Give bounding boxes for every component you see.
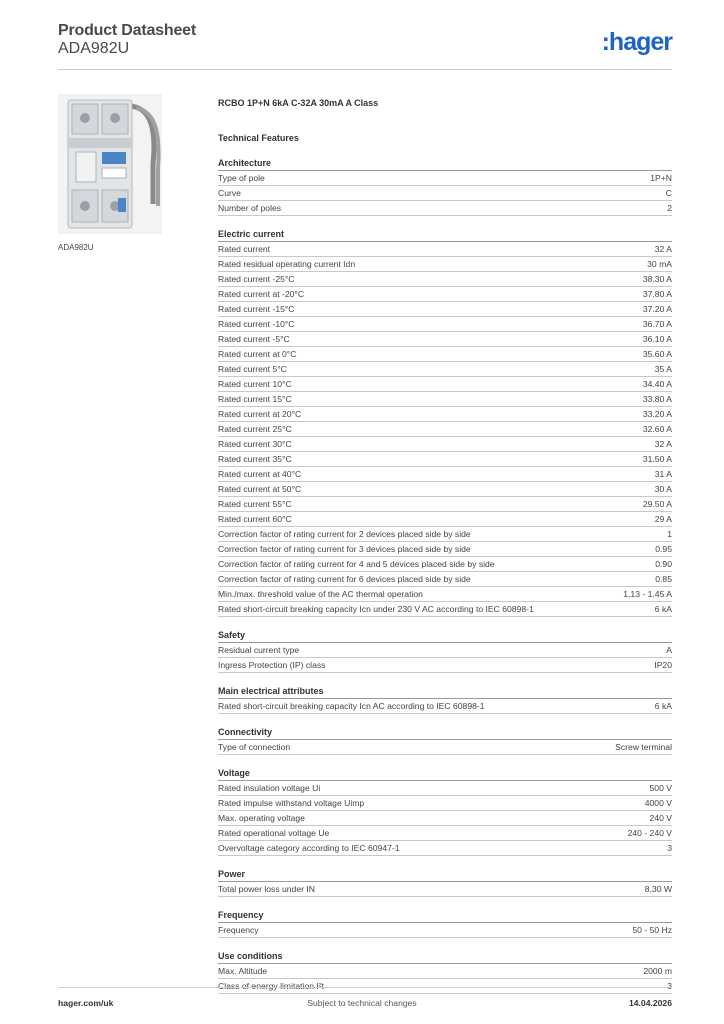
spec-row xyxy=(218,781,672,796)
spec-label: Rated current -15°C xyxy=(218,304,295,314)
section-title: Voltage xyxy=(218,766,672,781)
image-caption: ADA982U xyxy=(58,243,94,252)
spec-label: Rated current at 40°C xyxy=(218,469,302,479)
spec-label: Rated current xyxy=(218,244,271,254)
spec-label: Rated current 55°C xyxy=(218,499,292,509)
section-title: Use conditions xyxy=(218,949,672,964)
spec-label: Rated short-circuit breaking capacity Icn AC according to IEC 60898-1 xyxy=(218,701,485,711)
spec-row xyxy=(218,699,672,714)
technical-features-heading: Technical Features xyxy=(218,133,299,143)
spec-row xyxy=(218,347,672,362)
spec-value: 2 xyxy=(667,203,672,213)
spec-row xyxy=(218,882,672,897)
spec-value: 29 A xyxy=(654,514,672,524)
spec-row xyxy=(218,257,672,272)
spec-value: 33.80 A xyxy=(642,394,672,404)
product-image xyxy=(58,94,162,234)
hager-logo: :hager xyxy=(601,28,672,56)
spec-label: Rated current -5°C xyxy=(218,334,290,344)
spec-value: Screw terminal xyxy=(615,742,672,752)
spec-label: Correction factor of rating current for 4 and 5 devices placed side by side xyxy=(218,559,495,569)
spec-label: Correction factor of rating current for 6 devices placed side by side xyxy=(218,574,471,584)
section-title: Main electrical attributes xyxy=(218,684,672,699)
spec-label: Rated current 10°C xyxy=(218,379,292,389)
footer-date: 14.04.2026 xyxy=(628,998,672,1008)
spec-value: 8.30 W xyxy=(644,884,672,894)
spec-value: 0.90 xyxy=(655,559,672,569)
spec-value: 37.20 A xyxy=(642,304,672,314)
product-code: ADA982U xyxy=(58,40,130,57)
spec-value: 32 A xyxy=(654,244,672,254)
spec-value: 6 kA xyxy=(654,701,672,711)
spec-row xyxy=(218,482,672,497)
spec-label: Curve xyxy=(218,188,241,198)
spec-label: Max. operating voltage xyxy=(218,813,305,823)
spec-value: 30 mA xyxy=(647,259,672,269)
spec-value: 35 A xyxy=(654,364,672,374)
spec-content xyxy=(218,96,672,994)
spec-section xyxy=(218,725,672,755)
spec-row xyxy=(218,572,672,587)
spec-value: 31 A xyxy=(654,469,672,479)
spec-value: 38.30 A xyxy=(642,274,672,284)
footer-website: hager.com/uk xyxy=(58,998,114,1008)
spec-label: Rated current 35°C xyxy=(218,454,292,464)
spec-value: 1.13 - 1.45 A xyxy=(623,589,672,599)
spec-label: Correction factor of rating current for 3 devices placed side by side xyxy=(218,544,471,554)
spec-row xyxy=(218,658,672,673)
spec-label: Rated current 5°C xyxy=(218,364,287,374)
spec-value: 31.50 A xyxy=(642,454,672,464)
spec-label: Type of pole xyxy=(218,173,265,183)
spec-row xyxy=(218,557,672,572)
spec-label: Type of connection xyxy=(218,742,291,752)
spec-row xyxy=(218,497,672,512)
spec-value: 0.95 xyxy=(655,544,672,554)
spec-value: 240 - 240 V xyxy=(627,828,672,838)
spec-row xyxy=(218,242,672,257)
spec-row xyxy=(218,826,672,841)
header-divider xyxy=(58,69,672,70)
spec-row xyxy=(218,467,672,482)
spec-value: IP20 xyxy=(654,660,672,670)
section-title: Connectivity xyxy=(218,725,672,740)
spec-row xyxy=(218,332,672,347)
spec-row xyxy=(218,377,672,392)
spec-value: A xyxy=(666,645,672,655)
spec-row xyxy=(218,437,672,452)
footer-divider xyxy=(58,987,672,988)
spec-row xyxy=(218,740,672,755)
spec-label: Rated current 15°C xyxy=(218,394,292,404)
spec-row xyxy=(218,527,672,542)
spec-label: Rated current 60°C xyxy=(218,514,292,524)
rcbo-device-illustration xyxy=(58,94,162,234)
spec-value: 33.20 A xyxy=(642,409,672,419)
spec-section xyxy=(218,684,672,714)
spec-row xyxy=(218,392,672,407)
spec-sections xyxy=(218,156,672,994)
spec-value: 32.60 A xyxy=(642,424,672,434)
product-title: RCBO 1P+N 6kA C-32A 30mA A Class xyxy=(218,98,379,108)
spec-row xyxy=(218,302,672,317)
spec-value: 36.10 A xyxy=(642,334,672,344)
footer-note: Subject to technical changes xyxy=(307,998,417,1008)
spec-label: Residual current type xyxy=(218,645,300,655)
spec-row xyxy=(218,186,672,201)
spec-row xyxy=(218,587,672,602)
spec-row xyxy=(218,317,672,332)
spec-row xyxy=(218,287,672,302)
spec-label: Rated insulation voltage Ui xyxy=(218,783,321,793)
spec-label: Rated current at -20°C xyxy=(218,289,305,299)
spec-value: 1P+N xyxy=(650,173,672,183)
spec-section xyxy=(218,867,672,897)
spec-label: Overvoltage category according to IEC 60947-1 xyxy=(218,843,400,853)
spec-row xyxy=(218,452,672,467)
spec-label: Frequency xyxy=(218,925,259,935)
spec-row xyxy=(218,171,672,186)
spec-value: 6 kA xyxy=(654,604,672,614)
spec-value: 4000 V xyxy=(644,798,672,808)
section-title: Frequency xyxy=(218,908,672,923)
spec-section xyxy=(218,227,672,617)
spec-label: Rated current at 20°C xyxy=(218,409,302,419)
spec-section xyxy=(218,628,672,673)
spec-value: 240 V xyxy=(649,813,672,823)
spec-row xyxy=(218,201,672,216)
spec-value: 35.60 A xyxy=(642,349,672,359)
spec-row xyxy=(218,964,672,979)
section-title: Architecture xyxy=(218,156,672,171)
section-title: Safety xyxy=(218,628,672,643)
spec-value: 37.80 A xyxy=(642,289,672,299)
spec-row xyxy=(218,811,672,826)
spec-row xyxy=(218,841,672,856)
spec-label: Rated residual operating current Idn xyxy=(218,259,356,269)
spec-value: 36.70 A xyxy=(642,319,672,329)
spec-row xyxy=(218,362,672,377)
spec-label: Correction factor of rating current for 2 devices placed side by side xyxy=(218,529,471,539)
spec-value: 1 xyxy=(667,529,672,539)
spec-value: 3 xyxy=(667,843,672,853)
spec-label: Rated current 25°C xyxy=(218,424,292,434)
spec-label: Rated impulse withstand voltage Uimp xyxy=(218,798,365,808)
spec-label: Rated current at 0°C xyxy=(218,349,297,359)
spec-value: 2000 m xyxy=(643,966,672,976)
spec-row xyxy=(218,407,672,422)
spec-section xyxy=(218,766,672,856)
spec-value: 0.85 xyxy=(655,574,672,584)
spec-label: Ingress Protection (IP) class xyxy=(218,660,326,670)
spec-row xyxy=(218,512,672,527)
spec-row xyxy=(218,923,672,938)
spec-label: Class of energy limitation I²t xyxy=(218,981,325,991)
spec-label: Rated current 30°C xyxy=(218,439,292,449)
spec-value: 500 V xyxy=(649,783,672,793)
spec-value: 34.40 A xyxy=(642,379,672,389)
spec-label: Total power loss under IN xyxy=(218,884,315,894)
spec-value: 30 A xyxy=(654,484,672,494)
spec-row xyxy=(218,272,672,287)
spec-label: Rated current at 50°C xyxy=(218,484,302,494)
spec-row xyxy=(218,643,672,658)
spec-value: C xyxy=(665,188,672,198)
section-title: Electric current xyxy=(218,227,672,242)
section-title: Power xyxy=(218,867,672,882)
spec-label: Max. Altitude xyxy=(218,966,268,976)
spec-section xyxy=(218,156,672,216)
spec-label: Rated operational voltage Ue xyxy=(218,828,330,838)
spec-section xyxy=(218,908,672,938)
spec-label: Number of poles xyxy=(218,203,282,213)
spec-row xyxy=(218,602,672,617)
spec-row xyxy=(218,422,672,437)
spec-value: 29.50 A xyxy=(642,499,672,509)
spec-label: Min./max. threshold value of the AC thermal operation xyxy=(218,589,423,599)
spec-value: 50 - 50 Hz xyxy=(632,925,672,935)
spec-value: 3 xyxy=(667,981,672,991)
spec-label: Rated short-circuit breaking capacity Icn under 230 V AC according to IEC 60898-1 xyxy=(218,604,534,614)
spec-row xyxy=(218,542,672,557)
page-title: Product Datasheet xyxy=(58,22,196,39)
spec-row xyxy=(218,796,672,811)
spec-label: Rated current -25°C xyxy=(218,274,295,284)
spec-value: 32 A xyxy=(654,439,672,449)
spec-label: Rated current -10°C xyxy=(218,319,295,329)
